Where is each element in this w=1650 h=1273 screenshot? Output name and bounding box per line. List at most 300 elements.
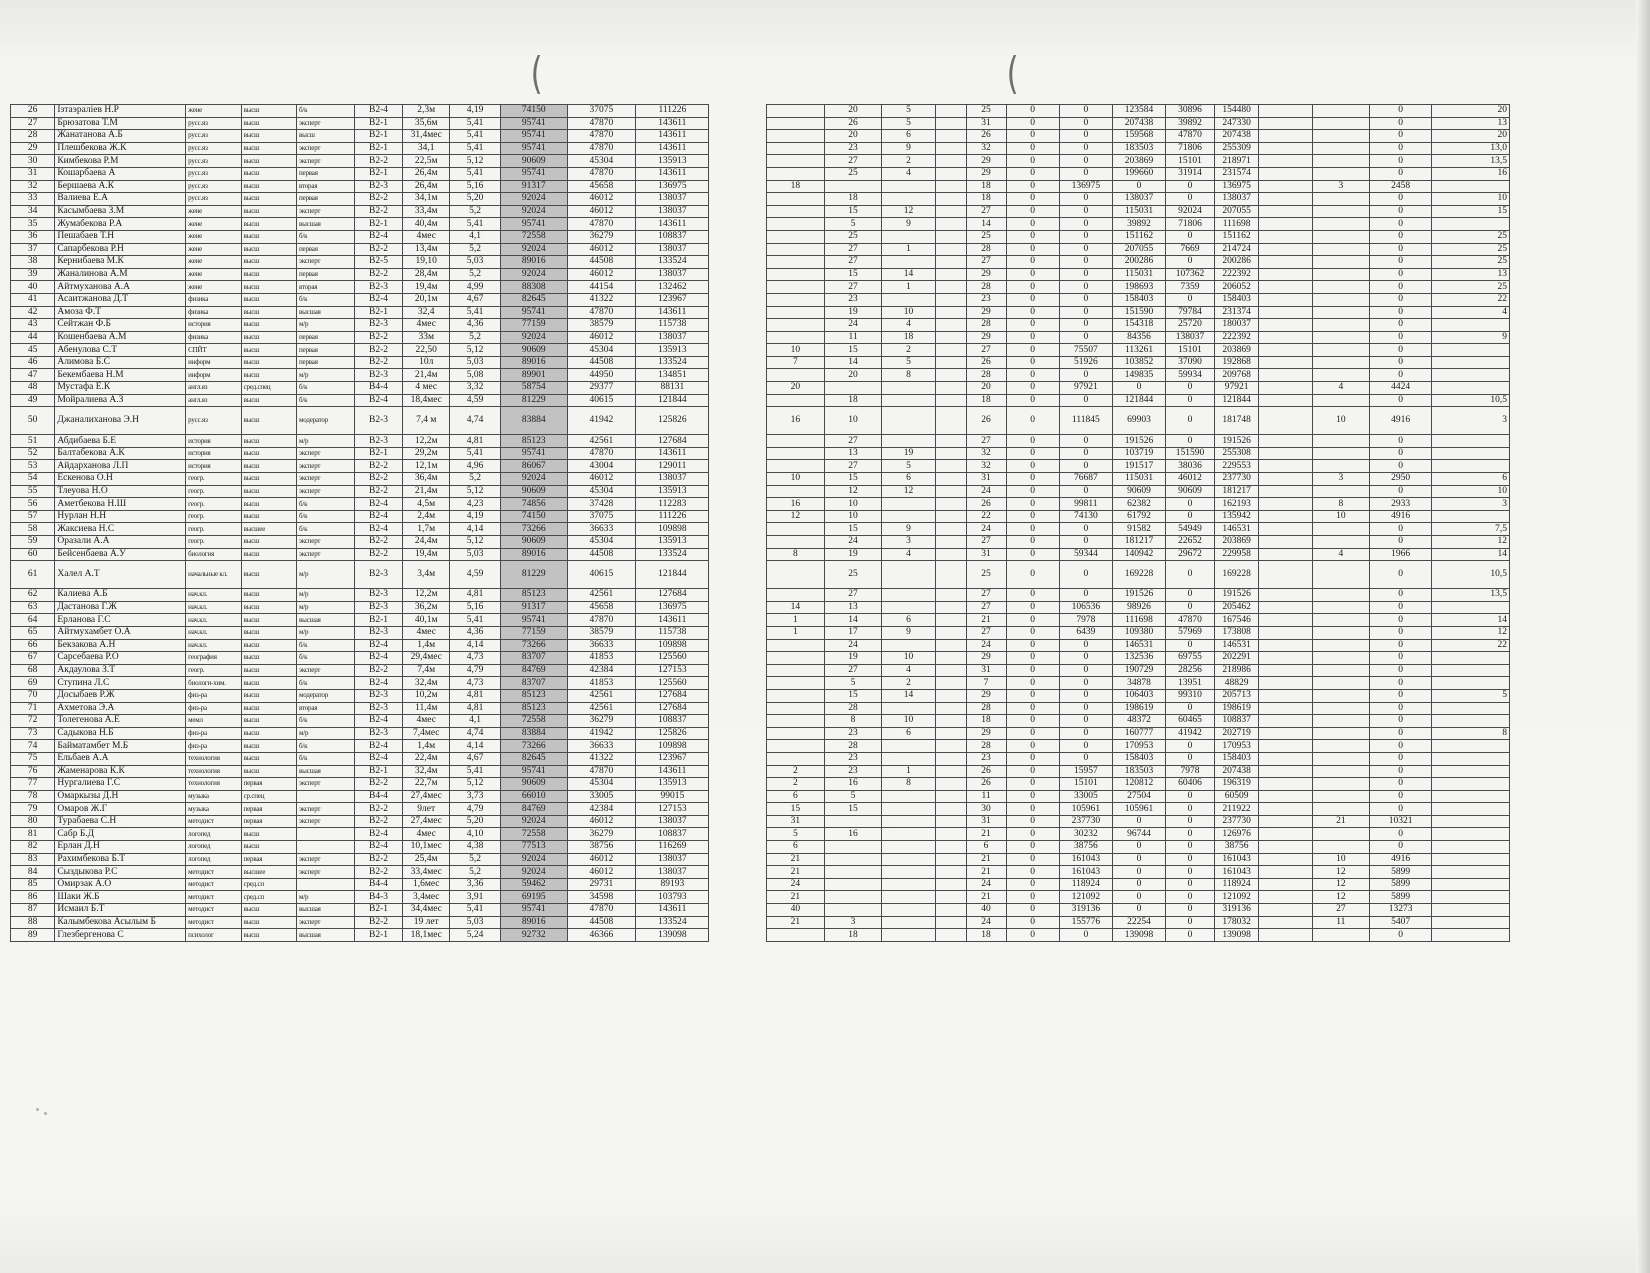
cell-empty [709,268,767,281]
cell-empty [935,510,966,523]
cell-row-number: 56 [11,498,55,511]
cell-coefficient: 4,59 [450,561,501,589]
table-row [11,614,1510,627]
cell-subject: информ [186,369,241,382]
cell-grade-code: B2-1 [354,117,403,130]
cell-empty [709,929,767,942]
cell-hours-b: 10 [824,498,882,511]
cell-hours-c [882,929,935,942]
cell-pay-c: 15101 [1166,344,1215,357]
cell-pay-b: 0 [1112,815,1165,828]
cell-extra-pay: 0 [1370,778,1432,791]
cell-hours-total: 21 [966,853,1006,866]
cell-coefficient: 5,20 [450,815,501,828]
cell-base-salary: 72558 [501,828,568,841]
cell-empty [709,256,767,269]
cell-education: высш [241,205,296,218]
cell-extra-pay: 0 [1370,601,1432,614]
cell-pay-b: 115031 [1112,268,1165,281]
cell-coefficient: 3,36 [450,878,501,891]
cell-pay-b: 91582 [1112,523,1165,536]
table-row [11,803,1510,816]
cell-extra-pay: 5899 [1370,891,1432,904]
cell-education: высш [241,105,296,118]
cell-employee-name: Жаналинова А.М [55,268,186,281]
cell-col-o: 0 [1006,614,1059,627]
cell-subject: русс.яз [186,180,241,193]
cell-base-salary: 90609 [501,344,568,357]
cell-empty [1259,702,1312,715]
cell-base-salary: 95741 [501,765,568,778]
cell-subject: методист [186,866,241,879]
cell-subject: геогр. [186,523,241,536]
cell-rate-total: 108837 [636,230,709,243]
cell-hours-c: 8 [882,778,935,791]
cell-education: высш [241,256,296,269]
payroll-table-body [11,105,1510,942]
cell-extra-pay: 0 [1370,702,1432,715]
cell-hours-b: 27 [824,243,882,256]
cell-hours-total: 27 [966,626,1006,639]
cell-extra-pay: 0 [1370,460,1432,473]
cell-grade-code: B2-1 [354,218,403,231]
cell-row-number: 77 [11,778,55,791]
cell-experience: 29,4мес [403,652,450,665]
cell-hours-a [767,155,825,168]
cell-hours-total: 26 [966,130,1006,143]
cell-base-salary: 92732 [501,929,568,942]
cell-empty [935,193,966,206]
cell-pay-c: 0 [1166,702,1215,715]
cell-employee-name: Абенулова С.Т [55,344,186,357]
cell-grade-code: B2-2 [354,664,403,677]
cell-extra-pay: 0 [1370,790,1432,803]
cell-hours-b: 18 [824,193,882,206]
cell-coefficient: 5,12 [450,155,501,168]
cell-rate-total: 143611 [636,447,709,460]
cell-empty [935,281,966,294]
cell-education: высшее [241,523,296,536]
cell-base-salary: 82645 [501,293,568,306]
table-row [11,306,1510,319]
cell-last-col [1432,180,1510,193]
cell-row-number: 87 [11,904,55,917]
cell-pay-c: 90609 [1166,485,1215,498]
table-row [11,866,1510,879]
cell-col-o: 0 [1006,293,1059,306]
cell-pay-total: 170953 [1214,740,1258,753]
cell-empty [1259,765,1312,778]
cell-education: высш [241,485,296,498]
cell-coefficient: 5,41 [450,218,501,231]
cell-hours-c [882,878,935,891]
table-row [11,929,1510,942]
table-row [11,916,1510,929]
cell-extra-hours [1312,523,1370,536]
cell-half-rate: 45658 [567,601,636,614]
cell-pay-c: 0 [1166,740,1215,753]
cell-empty [935,117,966,130]
cell-subject: физика [186,306,241,319]
cell-pay-b: 160777 [1112,727,1165,740]
cell-extra-hours [1312,614,1370,627]
cell-grade-code: B2-3 [354,589,403,602]
scan-speck [36,1108,39,1111]
cell-experience: 13,4м [403,243,450,256]
cell-coefficient: 4,36 [450,319,501,332]
cell-category: б/к [297,293,355,306]
cell-last-col [1432,828,1510,841]
cell-rate-total: 133524 [636,356,709,369]
cell-hours-a [767,218,825,231]
cell-half-rate: 44950 [567,369,636,382]
cell-hours-b [824,180,882,193]
cell-last-col [1432,916,1510,929]
cell-hours-b [824,891,882,904]
cell-subject: жене [186,230,241,243]
cell-empty [935,243,966,256]
cell-last-col [1432,664,1510,677]
cell-rate-total: 89193 [636,878,709,891]
cell-hours-c: 3 [882,536,935,549]
cell-hours-a [767,205,825,218]
cell-pay-c: 0 [1166,841,1215,854]
cell-hours-c [882,853,935,866]
cell-pay-c: 0 [1166,878,1215,891]
cell-hours-b: 14 [824,614,882,627]
cell-hours-a [767,727,825,740]
cell-empty [935,904,966,917]
cell-employee-name: Садыкова Н.Б [55,727,186,740]
cell-row-number: 86 [11,891,55,904]
cell-subject: музыка [186,790,241,803]
cell-education: высш [241,740,296,753]
cell-subject: геогр. [186,664,241,677]
cell-category: б/к [297,382,355,395]
cell-empty [935,589,966,602]
cell-empty [935,916,966,929]
cell-row-number: 26 [11,105,55,118]
cell-empty [1259,473,1312,486]
cell-empty [935,293,966,306]
cell-hours-a: 12 [767,510,825,523]
cell-subject: методист [186,815,241,828]
cell-grade-code: B4-4 [354,790,403,803]
cell-employee-name: Нурлан Н.Н [55,510,186,523]
cell-col-o: 0 [1006,268,1059,281]
cell-empty [935,626,966,639]
cell-col-o: 0 [1006,548,1059,561]
cell-empty [709,180,767,193]
cell-experience: 34,4мес [403,904,450,917]
cell-hours-a: 21 [767,853,825,866]
cell-empty [709,866,767,879]
cell-rate-total: 125560 [636,677,709,690]
cell-row-number: 81 [11,828,55,841]
cell-extra-hours: 4 [1312,548,1370,561]
cell-last-col [1432,369,1510,382]
table-row [11,344,1510,357]
cell-pay-total: 118924 [1214,878,1258,891]
table-row [11,155,1510,168]
table-row [11,117,1510,130]
cell-col-o: 0 [1006,702,1059,715]
cell-pay-a: 97921 [1059,382,1112,395]
cell-hours-a [767,167,825,180]
cell-pay-c: 0 [1166,394,1215,407]
cell-pay-b: 181217 [1112,536,1165,549]
cell-hours-c [882,193,935,206]
cell-hours-total: 26 [966,407,1006,435]
cell-pay-a: 118924 [1059,878,1112,891]
cell-hours-total: 26 [966,356,1006,369]
cell-row-number: 84 [11,866,55,879]
table-row [11,331,1510,344]
table-row [11,891,1510,904]
cell-employee-name: Исмаил Б.Т [55,904,186,917]
cell-empty [1259,382,1312,395]
cell-pay-c: 0 [1166,435,1215,448]
table-row [11,740,1510,753]
table-row [11,548,1510,561]
cell-row-number: 78 [11,790,55,803]
cell-experience: 19,4м [403,548,450,561]
cell-hours-total: 27 [966,256,1006,269]
cell-base-salary: 73266 [501,639,568,652]
cell-hours-total: 24 [966,878,1006,891]
cell-hours-a [767,485,825,498]
cell-empty [1259,498,1312,511]
cell-hours-a [767,561,825,589]
cell-empty [935,356,966,369]
cell-empty [1259,230,1312,243]
cell-hours-a [767,230,825,243]
cell-education: высш [241,369,296,382]
cell-hours-b: 25 [824,167,882,180]
cell-rate-total: 135913 [636,344,709,357]
cell-row-number: 27 [11,117,55,130]
cell-pay-total: 192868 [1214,356,1258,369]
cell-pay-b: 151162 [1112,230,1165,243]
cell-pay-a: 319136 [1059,904,1112,917]
cell-category: эксперт [297,664,355,677]
cell-pay-a: 0 [1059,435,1112,448]
cell-education: высш [241,639,296,652]
cell-empty [709,828,767,841]
cell-hours-total: 40 [966,904,1006,917]
cell-pay-b: 123584 [1112,105,1165,118]
cell-category: эксперт [297,142,355,155]
cell-hours-c: 8 [882,369,935,382]
cell-last-col: 9 [1432,331,1510,344]
cell-rate-total: 133524 [636,548,709,561]
cell-extra-hours [1312,331,1370,344]
cell-hours-b: 10 [824,510,882,523]
cell-pay-total: 161043 [1214,866,1258,879]
cell-base-salary: 77513 [501,841,568,854]
cell-col-o: 0 [1006,803,1059,816]
cell-row-number: 83 [11,853,55,866]
cell-row-number: 67 [11,652,55,665]
cell-hours-total: 24 [966,916,1006,929]
cell-empty [709,117,767,130]
cell-last-col: 25 [1432,256,1510,269]
cell-row-number: 34 [11,205,55,218]
cell-base-salary: 89016 [501,356,568,369]
cell-subject: история [186,435,241,448]
cell-last-col: 6 [1432,473,1510,486]
cell-row-number: 33 [11,193,55,206]
cell-extra-hours [1312,485,1370,498]
cell-empty [935,130,966,143]
cell-rate-total: 138037 [636,853,709,866]
cell-empty [709,778,767,791]
table-row [11,230,1510,243]
cell-hours-c: 9 [882,218,935,231]
cell-base-salary: 85123 [501,702,568,715]
cell-empty [709,626,767,639]
cell-pay-a: 75507 [1059,344,1112,357]
cell-row-number: 62 [11,589,55,602]
cell-education: высш [241,715,296,728]
cell-experience: 4мес [403,626,450,639]
cell-pay-a: 0 [1059,523,1112,536]
cell-subject: англ.яз [186,394,241,407]
cell-hours-total: 25 [966,230,1006,243]
cell-hours-a [767,243,825,256]
cell-half-rate: 44508 [567,256,636,269]
cell-hours-c: 1 [882,243,935,256]
cell-extra-pay: 0 [1370,155,1432,168]
cell-pay-a: 0 [1059,589,1112,602]
cell-education: высш [241,356,296,369]
cell-pay-total: 38756 [1214,841,1258,854]
cell-col-o: 0 [1006,142,1059,155]
cell-education: высш [241,916,296,929]
cell-hours-c: 2 [882,155,935,168]
cell-experience: 32,4м [403,765,450,778]
cell-experience: 22,4м [403,752,450,765]
cell-last-col: 13 [1432,268,1510,281]
cell-grade-code: B2-3 [354,561,403,589]
cell-experience: 21,4м [403,485,450,498]
cell-extra-hours [1312,230,1370,243]
cell-hours-c: 6 [882,727,935,740]
cell-col-o: 0 [1006,382,1059,395]
cell-pay-b: 139098 [1112,929,1165,942]
cell-subject: физ-ра [186,740,241,753]
cell-coefficient: 5,03 [450,256,501,269]
cell-base-salary: 90609 [501,778,568,791]
cell-pay-b: 149835 [1112,369,1165,382]
cell-extra-hours [1312,218,1370,231]
cell-pay-c: 57969 [1166,626,1215,639]
cell-hours-total: 27 [966,589,1006,602]
cell-row-number: 70 [11,689,55,702]
cell-grade-code: B2-2 [354,815,403,828]
cell-pay-c: 60406 [1166,778,1215,791]
cell-pay-total: 319136 [1214,904,1258,917]
cell-hours-a: 8 [767,548,825,561]
cell-coefficient: 4,14 [450,639,501,652]
cell-extra-pay: 0 [1370,167,1432,180]
cell-empty [935,740,966,753]
cell-base-salary: 83707 [501,677,568,690]
cell-grade-code: B2-3 [354,281,403,294]
cell-pay-b: 140942 [1112,548,1165,561]
cell-hours-c [882,702,935,715]
cell-experience: 19 лет [403,916,450,929]
cell-hours-total: 29 [966,689,1006,702]
cell-half-rate: 42561 [567,689,636,702]
cell-education: высш [241,167,296,180]
cell-hours-total: 28 [966,740,1006,753]
cell-extra-hours [1312,155,1370,168]
cell-pay-c: 0 [1166,510,1215,523]
cell-experience: 22,7м [403,778,450,791]
cell-employee-name: Бекзакова А.Н [55,639,186,652]
cell-experience: 19,4м [403,281,450,294]
cell-experience: 31,4мес [403,130,450,143]
cell-extra-hours [1312,778,1370,791]
cell-base-salary: 73266 [501,523,568,536]
cell-hours-b: 27 [824,664,882,677]
cell-empty [935,727,966,740]
cell-rate-total: 138037 [636,268,709,281]
cell-rate-total: 111226 [636,510,709,523]
cell-row-number: 85 [11,878,55,891]
cell-experience: 40,1м [403,614,450,627]
cell-last-col: 4 [1432,306,1510,319]
cell-pay-c: 69755 [1166,652,1215,665]
cell-subject: начальные кл. [186,561,241,589]
cell-empty [1259,828,1312,841]
cell-pay-c: 60465 [1166,715,1215,728]
cell-base-salary: 81229 [501,561,568,589]
cell-grade-code: B2-4 [354,677,403,690]
cell-last-col: 13,0 [1432,142,1510,155]
table-row [11,652,1510,665]
cell-education: высш [241,601,296,614]
cell-rate-total: 108837 [636,828,709,841]
cell-pay-c: 47870 [1166,614,1215,627]
cell-col-o: 0 [1006,230,1059,243]
cell-experience: 32,4 [403,306,450,319]
cell-extra-hours [1312,193,1370,206]
cell-extra-hours [1312,664,1370,677]
cell-hours-total: 7 [966,677,1006,690]
cell-subject: геогр. [186,485,241,498]
cell-hours-total: 18 [966,929,1006,942]
cell-empty [709,473,767,486]
cell-empty [935,614,966,627]
cell-hours-c [882,589,935,602]
cell-coefficient: 5,2 [450,853,501,866]
cell-empty [1259,752,1312,765]
cell-employee-name: Сапарбекова Р.Н [55,243,186,256]
cell-pay-c: 30896 [1166,105,1215,118]
cell-pay-total: 205462 [1214,601,1258,614]
cell-education: первая [241,778,296,791]
cell-col-o: 0 [1006,394,1059,407]
cell-half-rate: 29731 [567,878,636,891]
cell-pay-total: 196319 [1214,778,1258,791]
cell-half-rate: 46012 [567,853,636,866]
cell-extra-hours [1312,319,1370,332]
cell-rate-total: 143611 [636,142,709,155]
cell-employee-name: Брюзатова Т.М [55,117,186,130]
cell-row-number: 49 [11,394,55,407]
